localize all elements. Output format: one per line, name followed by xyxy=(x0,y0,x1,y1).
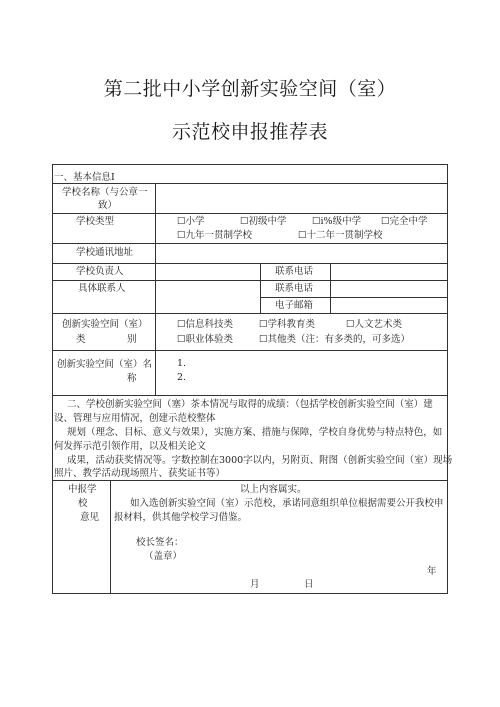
section2-line3: 规划（理念、目标、意义与效果），实施方案、措施与保障，学校自身优势与特点特色，如 xyxy=(67,427,443,438)
section-basic-info: 一、基本信息I xyxy=(54,172,115,183)
address-label: 学校通讯地址 xyxy=(76,247,134,258)
option-info-tech[interactable]: ☐信息科技类 xyxy=(177,319,234,330)
principal-field[interactable] xyxy=(157,264,259,279)
opinion-statement: 以上内容属实。 xyxy=(240,484,307,495)
contact-label: 具体联系人 xyxy=(78,283,126,294)
contact-phone-label: 联系电话 xyxy=(275,283,314,294)
category-label-lei: 类 xyxy=(76,334,86,345)
date-year: 年 xyxy=(427,566,437,577)
opinion-label-1: 中报学 xyxy=(68,484,97,495)
date-day: 日 xyxy=(304,579,314,590)
opinion-body-2: 报材料，供其他学校学习借鉴。 xyxy=(114,512,248,523)
form-title-line2: 示范校申报推荐表 xyxy=(171,121,328,143)
space-name-label-cont: 称 xyxy=(127,373,137,384)
form-title-line1: 第二批中小学创新实验空间（室） xyxy=(103,78,397,100)
option-subject-edu[interactable]: ☐学科教育类 xyxy=(259,319,316,330)
principal-phone-field[interactable] xyxy=(332,264,446,279)
option-twelve-year[interactable]: ☐十二年一贯制学校 xyxy=(298,230,383,241)
section2-line2: 设、管理与应用情况，创建示范校整体 xyxy=(54,413,216,424)
option-nine-year[interactable]: ☐九年一贯制学校 xyxy=(177,230,253,241)
section2-line5: 成果，活动获奖情况等。字数控制在3000字以内，另附页、附图（创新实验空间（室）现场 xyxy=(67,455,453,466)
section2-line6: 照片、教学活动现场照片、获奖证书等） xyxy=(54,468,226,479)
option-career-experience[interactable]: ☐职业体验类 xyxy=(177,334,234,345)
option-humanities-arts[interactable]: ☐人文艺术类 xyxy=(346,319,403,330)
principal-signature-label: 校长签名： xyxy=(136,537,184,548)
space-name-label: 创新实验空间（室）名 xyxy=(57,359,153,370)
category-label: 创新实验空间（室） xyxy=(62,319,148,330)
contact-email-field[interactable] xyxy=(332,298,446,312)
option-other[interactable]: ☐其他类（注：有多类的，可多选） xyxy=(259,334,411,345)
option-complete-middle[interactable]: ☐完全中学 xyxy=(381,216,428,227)
principal-label: 学校负责人 xyxy=(76,266,124,277)
school-type-label: 学校类型 xyxy=(76,216,115,227)
seal-label: （盖章） xyxy=(144,551,183,562)
option-primary-school[interactable]: ☐小学 xyxy=(177,216,205,227)
opinion-label-3: 意见 xyxy=(80,512,100,523)
school-name-field[interactable] xyxy=(157,184,446,212)
space-name-item-1[interactable]: 1. xyxy=(177,358,187,369)
contact-email-label: 电子邮箱 xyxy=(275,300,314,311)
contact-phone-field[interactable] xyxy=(332,281,446,296)
opinion-label-2: 校 xyxy=(78,498,88,509)
address-field[interactable] xyxy=(157,244,446,262)
school-name-label-cont: 致） xyxy=(98,200,118,211)
section2-line1: 二、学校创新实验空间（塞）茶本情况与取得的成绩：（包括学校创新实验空间（室）建 xyxy=(67,399,433,410)
category-label-bie: 别 xyxy=(127,334,137,345)
section2-line4: 何发挥示范引领作用，以及相关论文 xyxy=(54,441,207,452)
school-name-label: 学校名称（与公章一 xyxy=(62,187,148,198)
opinion-body-1: 如入选创新实验空间（室）示范校，承诺同意组织单位根据需要公开我校申 xyxy=(130,498,444,509)
date-month: 月 xyxy=(250,579,260,590)
space-name-item-2[interactable]: 2. xyxy=(177,372,187,383)
contact-field[interactable] xyxy=(157,281,259,312)
principal-phone-label: 联系电话 xyxy=(275,266,314,277)
option-senior-middle[interactable]: ☐i%级中学 xyxy=(312,216,362,227)
option-junior-middle[interactable]: ☐初级中学 xyxy=(240,216,287,227)
